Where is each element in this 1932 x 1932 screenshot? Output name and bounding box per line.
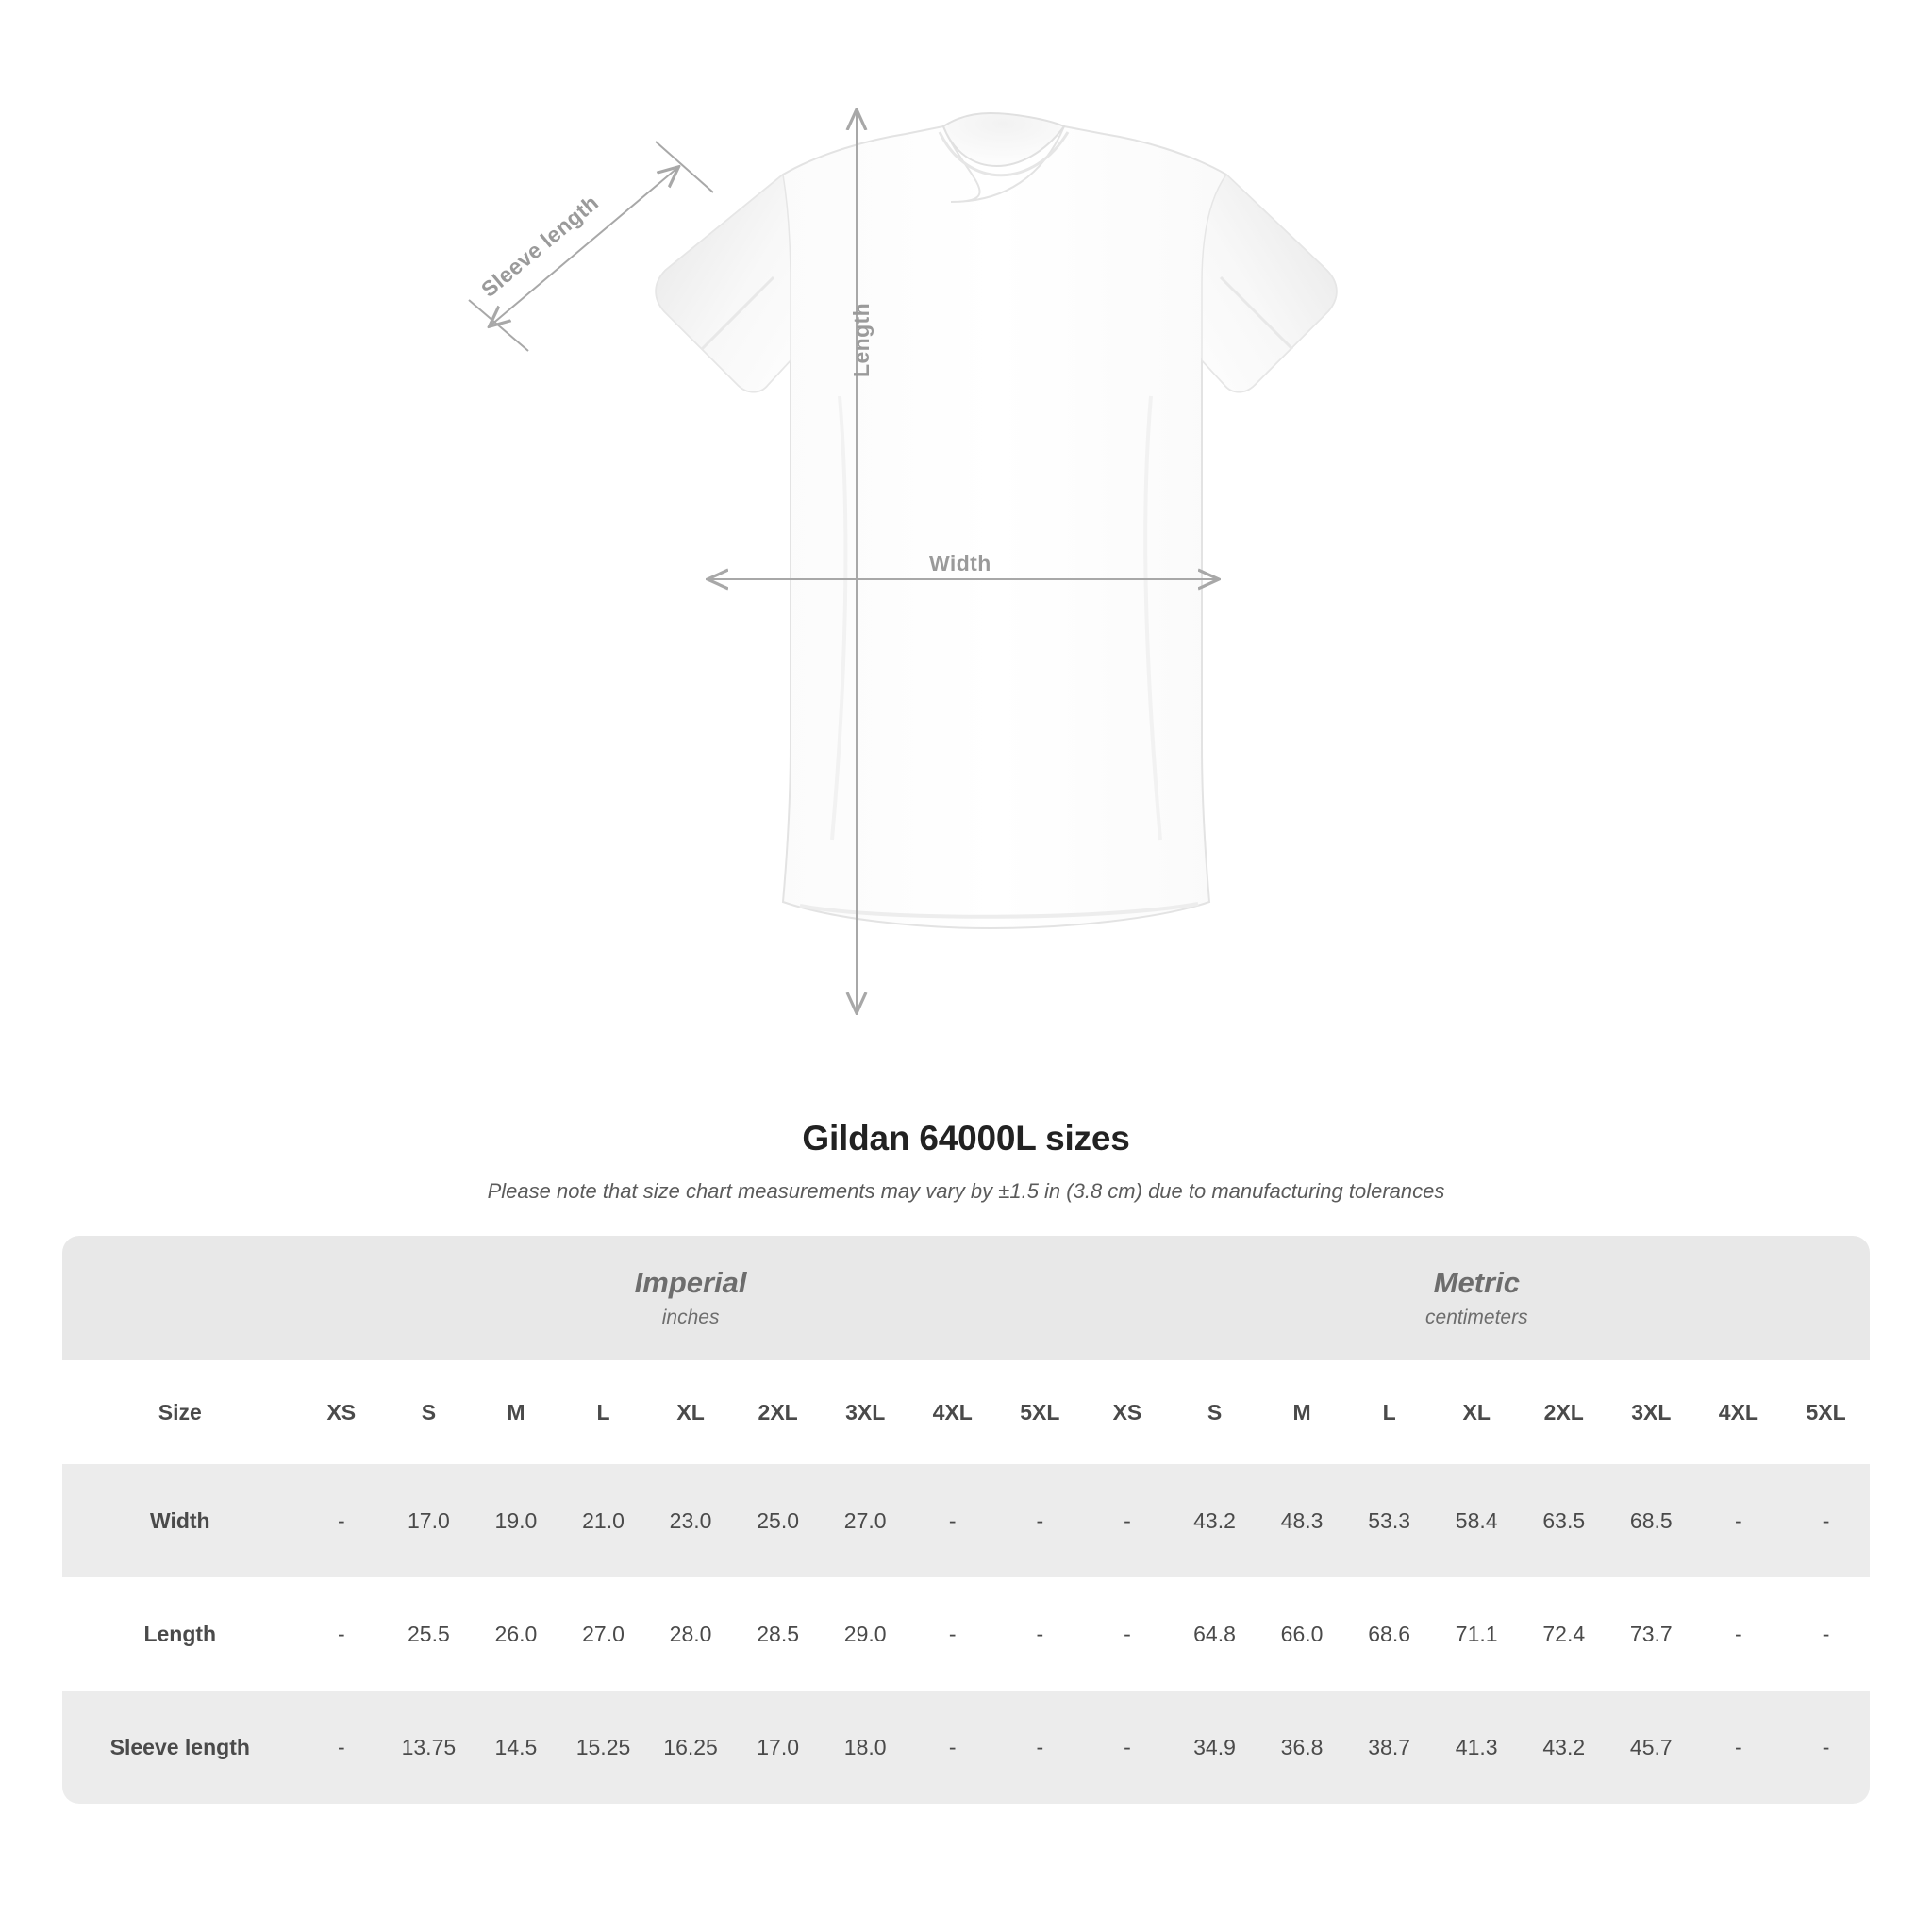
table-cell: 27.0	[559, 1577, 647, 1690]
title-block	[0, 1119, 1932, 1204]
size-column-header: L	[559, 1360, 647, 1464]
table-cell: 38.7	[1345, 1690, 1433, 1804]
table-row	[62, 1464, 1870, 1577]
table-cell: -	[1782, 1690, 1870, 1804]
table-cell: -	[908, 1577, 996, 1690]
table-cell: 18.0	[822, 1690, 909, 1804]
size-column-header: 4XL	[908, 1360, 996, 1464]
size-column-header: M	[473, 1360, 560, 1464]
table-cell: -	[298, 1577, 386, 1690]
size-table	[62, 1236, 1870, 1804]
table-cell: -	[908, 1690, 996, 1804]
table-cell: -	[1695, 1577, 1783, 1690]
table-cell: 72.4	[1520, 1577, 1607, 1690]
table-cell: 13.75	[385, 1690, 473, 1804]
table-cell: -	[1782, 1577, 1870, 1690]
table-cell: 66.0	[1258, 1577, 1346, 1690]
size-column-header: 2XL	[1520, 1360, 1607, 1464]
table-cell: 43.2	[1171, 1464, 1258, 1577]
table-cell: 45.7	[1607, 1690, 1695, 1804]
table-cell: 29.0	[822, 1577, 909, 1690]
table-cell: 73.7	[1607, 1577, 1695, 1690]
table-cell: -	[996, 1577, 1084, 1690]
tolerance-note: Please note that size chart measurements may vary by ±1.5 in (3.8 cm) due to manufacturing tolerances	[487, 1179, 1445, 1203]
table-cell: -	[908, 1464, 996, 1577]
size-column-header: 4XL	[1695, 1360, 1783, 1464]
table-cell: 19.0	[473, 1464, 560, 1577]
table-cell: 68.6	[1345, 1577, 1433, 1690]
width-label: Width	[929, 551, 991, 575]
table-cell: 64.8	[1171, 1577, 1258, 1690]
table-cell: 15.25	[559, 1690, 647, 1804]
table-cell: 53.3	[1345, 1464, 1433, 1577]
table-cell: -	[996, 1690, 1084, 1804]
table-cell: -	[1782, 1464, 1870, 1577]
unit-header-imperial	[298, 1236, 1084, 1360]
table-cell: 26.0	[473, 1577, 560, 1690]
table-cell: 25.5	[385, 1577, 473, 1690]
table-corner-cell	[62, 1236, 298, 1360]
size-column-header: 3XL	[822, 1360, 909, 1464]
table-cell: 16.25	[647, 1690, 735, 1804]
row-label-width: Width	[62, 1464, 298, 1577]
table-cell: -	[1695, 1464, 1783, 1577]
size-column-header: S	[1171, 1360, 1258, 1464]
table-cell: 17.0	[385, 1464, 473, 1577]
row-label-sleeve-length: Sleeve length	[62, 1690, 298, 1804]
size-column-header: 5XL	[1782, 1360, 1870, 1464]
table-cell: 28.5	[734, 1577, 822, 1690]
table-cell: -	[1084, 1690, 1172, 1804]
table-cell: 17.0	[734, 1690, 822, 1804]
table-cell: 27.0	[822, 1464, 909, 1577]
size-column-header: M	[1258, 1360, 1346, 1464]
table-cell: 23.0	[647, 1464, 735, 1577]
table-cell: -	[1695, 1690, 1783, 1804]
table-cell: -	[996, 1464, 1084, 1577]
size-column-header: XS	[1084, 1360, 1172, 1464]
size-column-header: XS	[298, 1360, 386, 1464]
table-cell: -	[298, 1464, 386, 1577]
unit-header-row	[62, 1236, 1870, 1360]
size-header-row	[62, 1360, 1870, 1464]
table-cell: -	[298, 1690, 386, 1804]
page-title: Gildan 64000L sizes	[802, 1119, 1130, 1158]
size-table-wrapper	[62, 1236, 1870, 1804]
size-column-header: 3XL	[1607, 1360, 1695, 1464]
size-column-header: L	[1345, 1360, 1433, 1464]
table-cell: 48.3	[1258, 1464, 1346, 1577]
table-cell: 41.3	[1433, 1690, 1521, 1804]
table-cell: -	[1084, 1464, 1172, 1577]
table-cell: 58.4	[1433, 1464, 1521, 1577]
size-column-header: 5XL	[996, 1360, 1084, 1464]
sleeve-tick-top	[656, 142, 713, 192]
table-row	[62, 1690, 1870, 1804]
table-cell: 34.9	[1171, 1690, 1258, 1804]
table-cell: 68.5	[1607, 1464, 1695, 1577]
row-label-length: Length	[62, 1577, 298, 1690]
size-header-cell: Size	[62, 1360, 298, 1464]
unit-name: Metric	[1433, 1265, 1520, 1299]
unit-header-metric	[1084, 1236, 1870, 1360]
unit-subtitle: centimeters	[1425, 1307, 1528, 1329]
table-cell: 63.5	[1520, 1464, 1607, 1577]
table-cell: 71.1	[1433, 1577, 1521, 1690]
size-column-header: S	[385, 1360, 473, 1464]
table-cell: 28.0	[647, 1577, 735, 1690]
sleeve-length-label: Sleeve length	[476, 190, 604, 302]
size-column-header: 2XL	[734, 1360, 822, 1464]
table-cell: 25.0	[734, 1464, 822, 1577]
unit-subtitle: inches	[661, 1307, 720, 1329]
table-cell: 43.2	[1520, 1690, 1607, 1804]
table-cell: 36.8	[1258, 1690, 1346, 1804]
table-cell: 14.5	[473, 1690, 560, 1804]
length-label: Length	[849, 302, 874, 377]
sleeve-tick-bottom	[469, 300, 528, 351]
table-cell: -	[1084, 1577, 1172, 1690]
unit-name: Imperial	[634, 1265, 747, 1299]
size-column-header: XL	[1433, 1360, 1521, 1464]
table-cell: 21.0	[559, 1464, 647, 1577]
size-column-header: XL	[647, 1360, 735, 1464]
table-row	[62, 1577, 1870, 1690]
